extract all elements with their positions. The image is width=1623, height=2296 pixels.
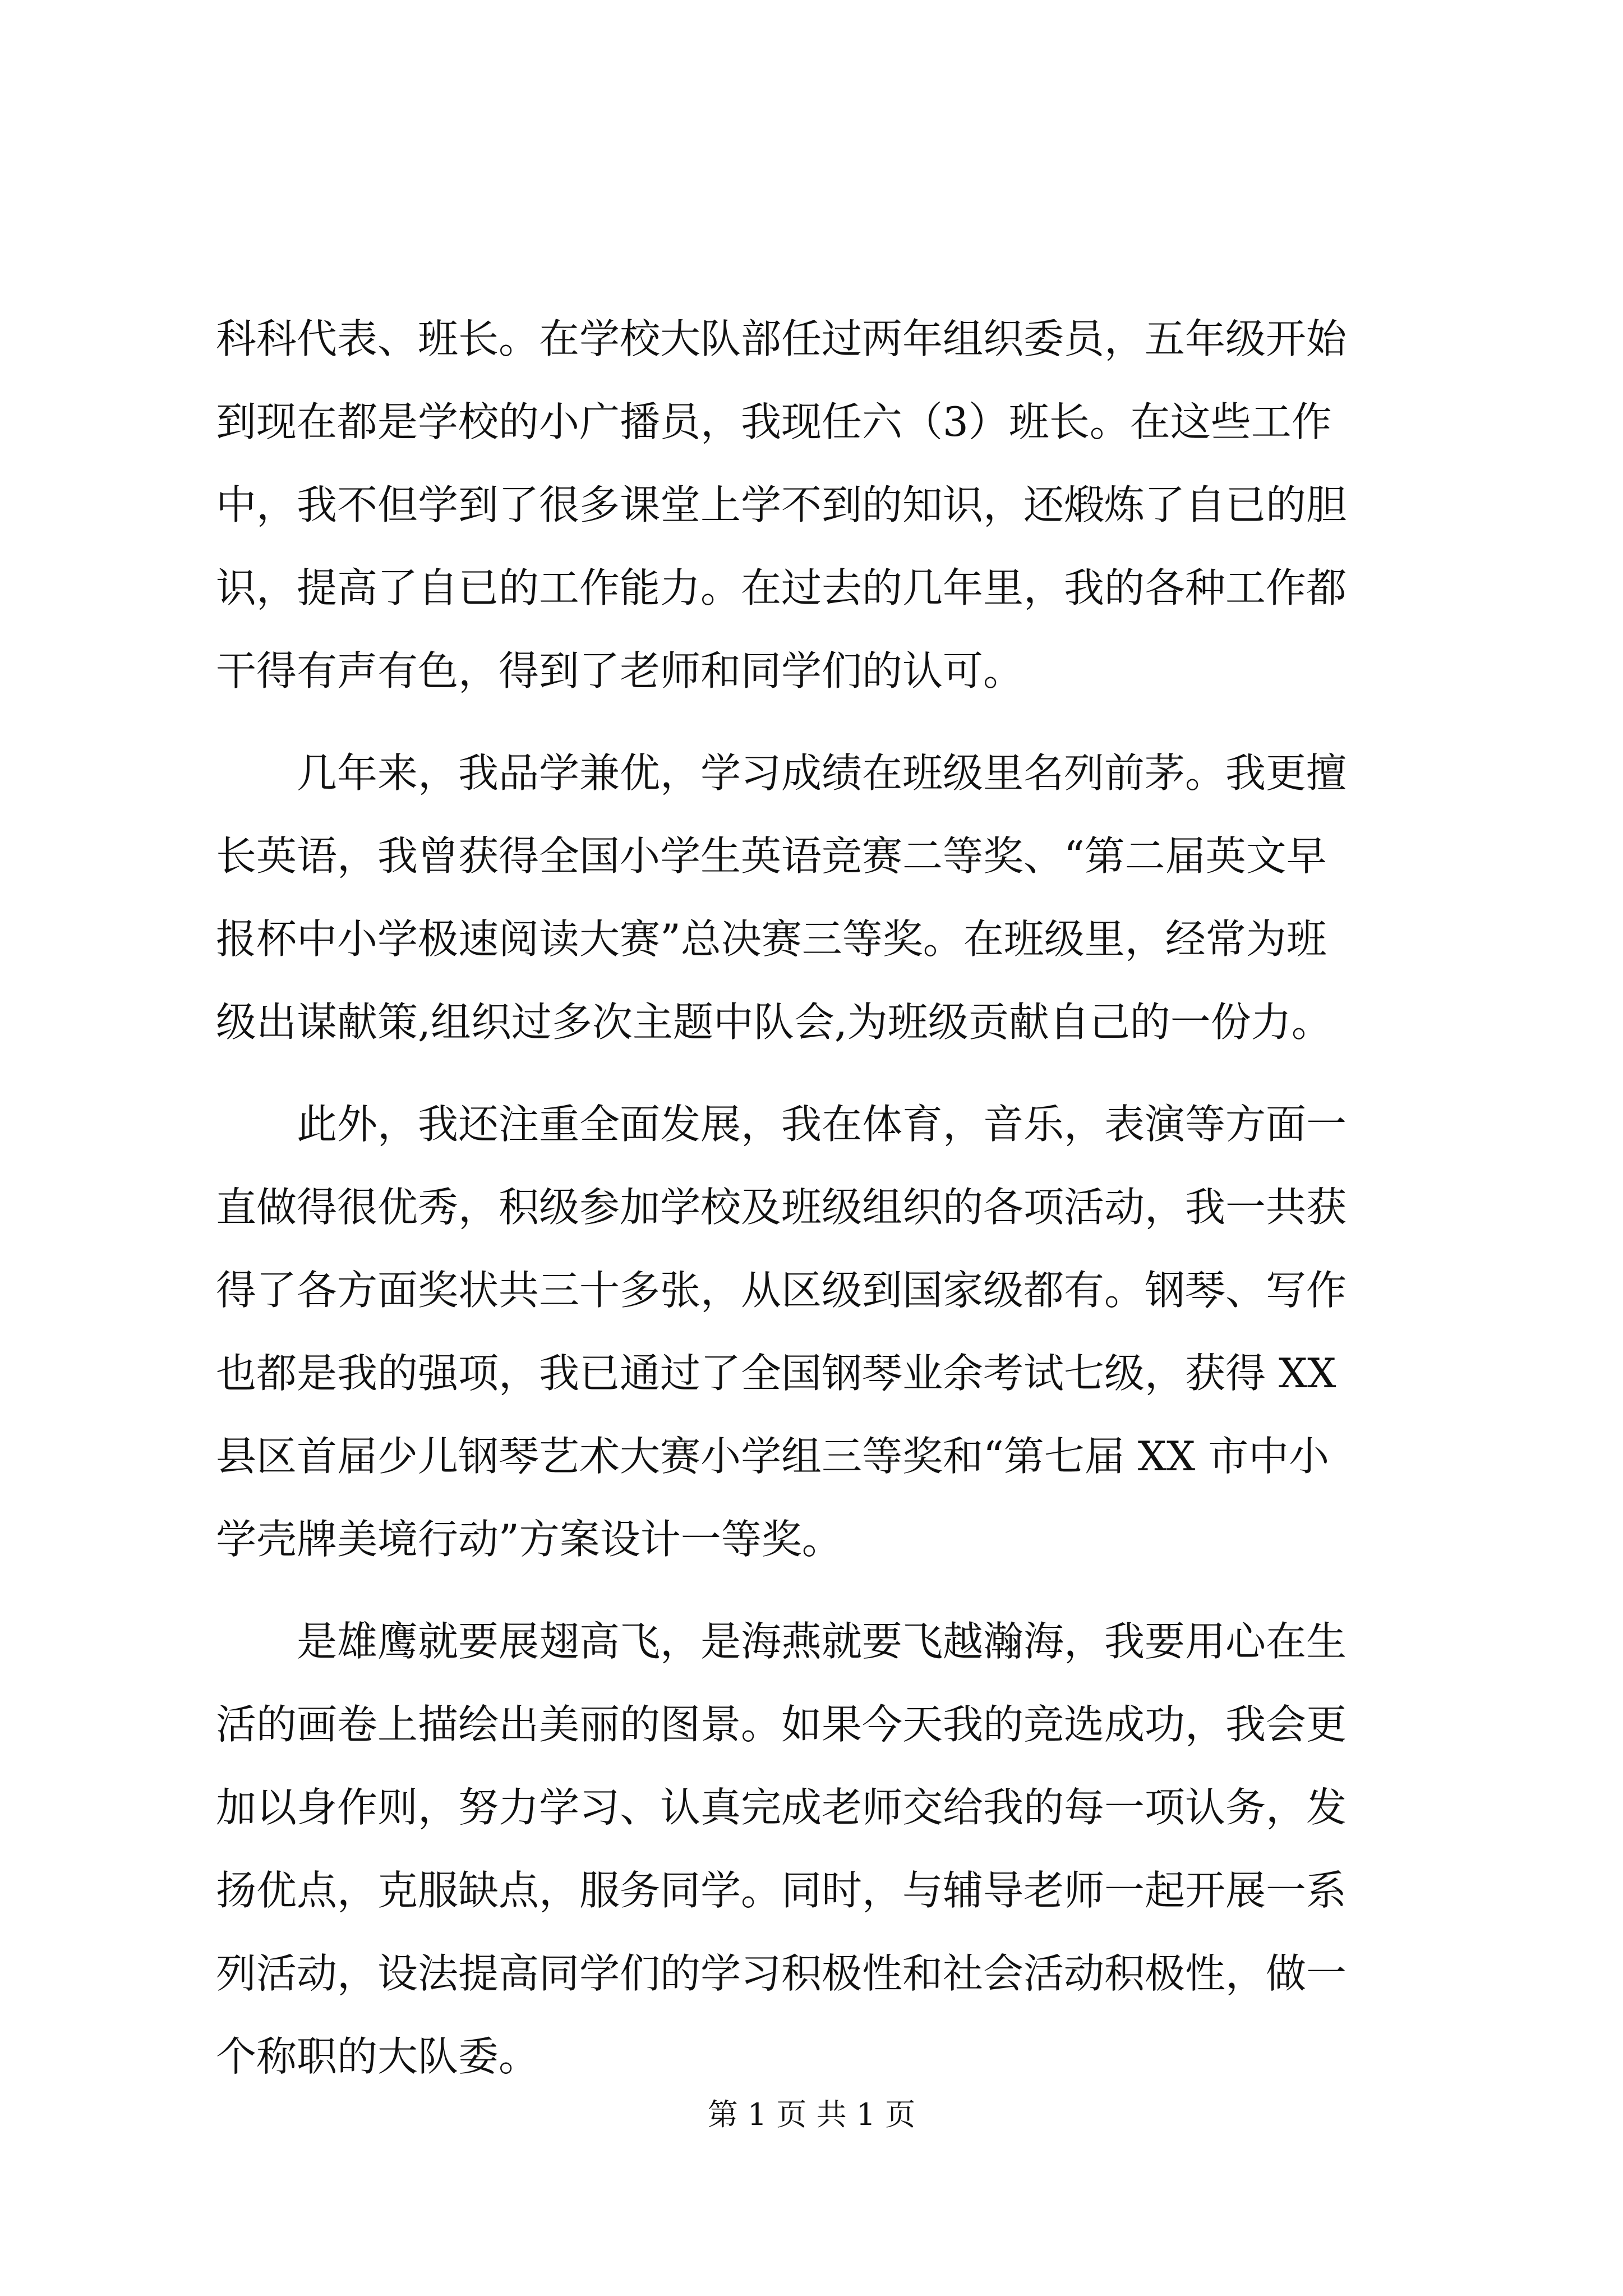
text-line: 科科代表、班长。在学校大队部任过两年组织委员，五年级开始	[216, 315, 1347, 362]
text-line: 学壳牌美境行动”方案设计一等奖。	[216, 1516, 842, 1563]
text-line: 直做得很优秀，积级参加学校及班级组织的各项活动，我一共获	[216, 1184, 1347, 1231]
paragraph-first-line: 此外，我还注重全面发展，我在体育，音乐，表演等方面一	[297, 1101, 1347, 1148]
text-line: 得了各方面奖状共三十多张，从区级到国家级都有。钢琴、写作	[216, 1267, 1347, 1314]
page-number-footer: 第 1 页 共 1 页	[707, 2097, 916, 2132]
text-line: 加以身作则，努力学习、认真完成老师交给我的每一项认务，发	[216, 1784, 1347, 1831]
text-line: 级出谋献策,组织过多次主题中队会,为班级贡献自己的一份力。	[216, 999, 1332, 1046]
document-body	[216, 297, 1427, 2098]
text-line: 扬优点，克服缺点，服务同学。同时，与辅导老师一起开展一系	[216, 1867, 1347, 1914]
text-line: 列活动，设法提高同学们的学习积极性和社会活动积极性，做一	[216, 1950, 1347, 1997]
paragraph-first-line: 几年来，我品学兼优，学习成绩在班级里名列前茅。我更擅	[297, 749, 1347, 797]
text-line: 活的画卷上描绘出美丽的图景。如果今天我的竞选成功，我会更	[216, 1701, 1347, 1748]
text-line: 也都是我的强项，我已通过了全国钢琴业余考试七级，获得 XX	[216, 1350, 1336, 1397]
paragraph-first-line: 是雄鹰就要展翅高飞，是海燕就要飞越瀚海，我要用心在生	[297, 1618, 1347, 1665]
text-line: 识，提高了自已的工作能力。在过去的几年里，我的各种工作都	[216, 564, 1347, 611]
text-line: 长英语，我曾获得全国小学生英语竞赛二等奖、“第二届英文早	[216, 832, 1327, 880]
text-line: 中，我不但学到了很多课堂上学不到的知识，还煅炼了自已的胆	[216, 481, 1347, 528]
text-line: 县区首届少儿钢琴艺术大赛小学组三等奖和“第七届 XX 市中小	[216, 1433, 1330, 1480]
text-line: 干得有声有色，得到了老师和同学们的认可。	[216, 647, 1024, 694]
text-line: 个称职的大队委。	[216, 2033, 540, 2080]
text-line: 报杯中小学极速阅读大赛”总决赛三等奖。在班级里，经常为班	[216, 915, 1327, 963]
text-line: 到现在都是学校的小广播员，我现任六（3）班长。在这些工作	[216, 398, 1332, 445]
